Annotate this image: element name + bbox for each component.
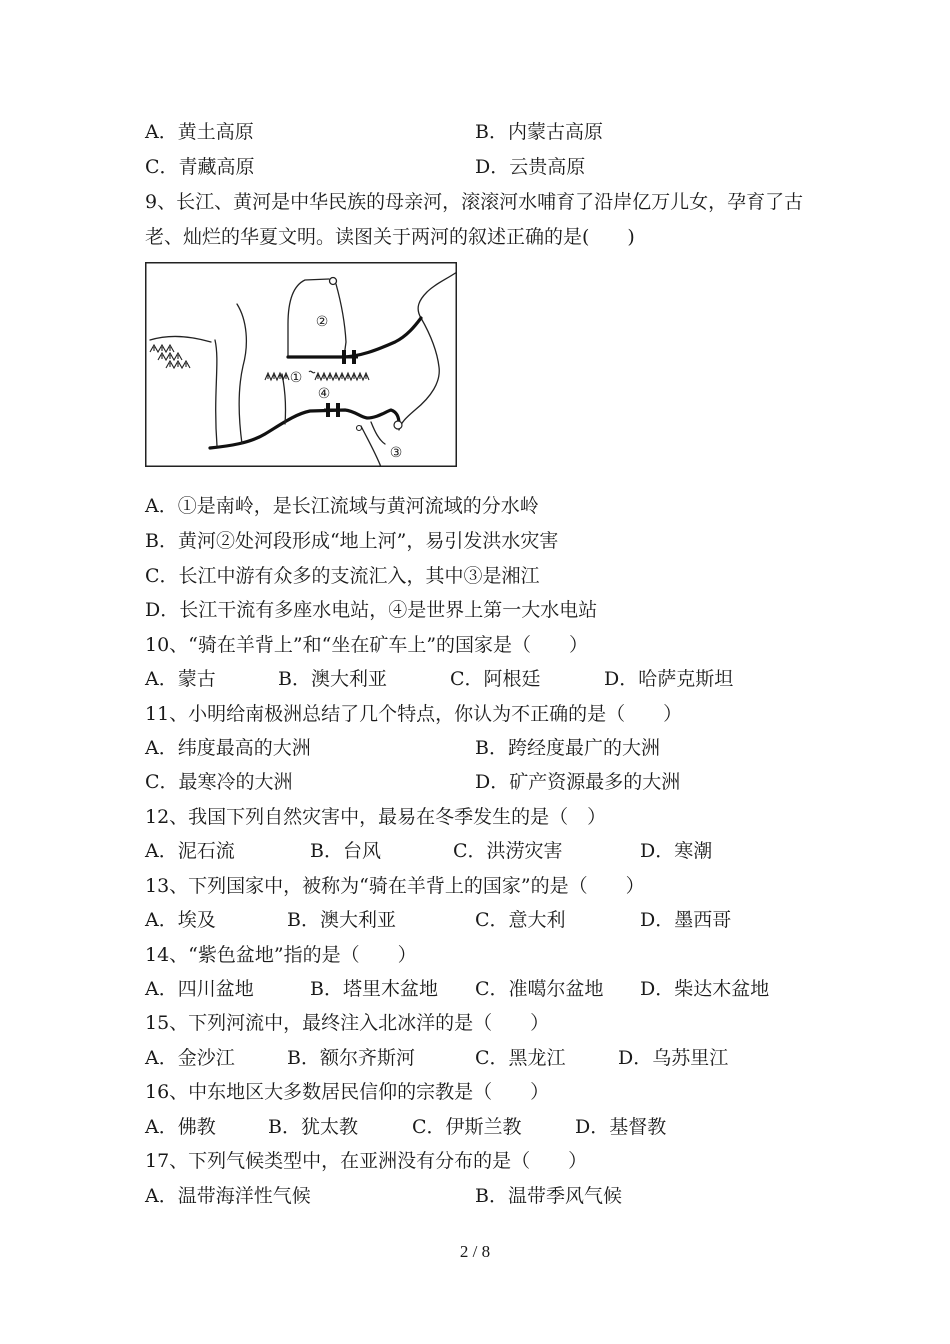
q9-option-a: A．①是南岭，是长江流域与黄河流域的分水岭: [145, 495, 539, 517]
map-border: [146, 263, 457, 467]
q16-option-b: B．犹太教: [268, 1116, 358, 1138]
q17-stem: 17、下列气候类型中，在亚洲没有分布的是（ ）: [145, 1150, 588, 1172]
map-label-2: ②: [315, 314, 329, 330]
q16-option-d: D．基督教: [575, 1116, 667, 1138]
q8-option-b: B．内蒙古高原: [475, 121, 603, 143]
q10-option-b: B．澳大利亚: [278, 668, 387, 690]
q11-option-d: D．矿产资源最多的大洲: [475, 771, 681, 793]
q13-option-b: B．澳大利亚: [287, 909, 396, 931]
q10-option-a: A．蒙古: [145, 668, 216, 690]
q11-stem: 11、小明给南极洲总结了几个特点，你认为不正确的是（ ）: [145, 703, 683, 725]
q9-option-d: D．长江干流有多座水电站，④是世界上第一大水电站: [145, 599, 598, 621]
q15-option-d: D．乌苏里江: [618, 1047, 729, 1069]
map-label-1: ①: [289, 370, 303, 386]
q16-option-a: A．佛教: [145, 1116, 216, 1138]
page-number: 2 / 8: [459, 1242, 491, 1261]
q9-stem-line-2: 老、灿烂的华夏文明。读图关于两河的叙述正确的是( ): [145, 226, 635, 248]
q10-option-d: D．哈萨克斯坦: [604, 668, 734, 690]
q12-option-d: D．寒潮: [640, 840, 713, 862]
q17-option-a: A．温带海洋性气候: [145, 1185, 311, 1207]
q15-option-b: B．额尔齐斯河: [287, 1047, 415, 1069]
q14-option-d: D．柴达木盆地: [640, 978, 770, 1000]
q9-option-c: C．长江中游有众多的支流汇入，其中③是湘江: [145, 565, 540, 587]
map-label-3: ③: [389, 445, 403, 461]
q10-stem: 10、“骑在羊背上”和“坐在矿车上”的国家是（ ）: [145, 634, 589, 656]
q17-option-b: B．温带季风气候: [475, 1185, 622, 1207]
q8-option-d: D．云贵高原: [475, 156, 586, 178]
q8-option-a: A．黄土高原: [145, 121, 254, 143]
q15-option-c: C．黑龙江: [475, 1047, 566, 1069]
q11-option-b: B．跨经度最广的大洲: [475, 737, 660, 759]
q8-option-c: C．青藏高原: [145, 156, 255, 178]
q14-option-a: A．四川盆地: [145, 978, 254, 1000]
q14-stem: 14、“紫色盆地”指的是（ ）: [145, 944, 417, 966]
q13-stem: 13、下列国家中，被称为“骑在羊背上的国家”的是（ ）: [145, 875, 645, 897]
q13-option-c: C．意大利: [475, 909, 566, 931]
q12-option-c: C．洪涝灾害: [453, 840, 563, 862]
q13-option-d: D．墨西哥: [640, 909, 732, 931]
q9-stem-line-1: 9、长江、黄河是中华民族的母亲河，滚滚河水哺育了沿岸亿万儿女，孕育了古: [145, 191, 804, 213]
map-label-4: ④: [317, 386, 331, 402]
lake-marker: [394, 421, 402, 429]
q11-option-a: A．纬度最高的大洲: [145, 737, 311, 759]
q10-option-c: C．阿根廷: [450, 668, 541, 690]
small-lake: [357, 426, 362, 431]
yellow-river-bend-marker: [330, 278, 337, 285]
rivers-map-figure: [145, 262, 457, 467]
q12-option-b: B．台风: [310, 840, 381, 862]
q14-option-c: C．准噶尔盆地: [475, 978, 604, 1000]
q15-option-a: A．金沙江: [145, 1047, 235, 1069]
q11-option-c: C．最寒冷的大洲: [145, 771, 293, 793]
q14-option-b: B．塔里木盆地: [310, 978, 438, 1000]
q16-stem: 16、中东地区大多数居民信仰的宗教是（ ）: [145, 1081, 550, 1103]
q12-option-a: A．泥石流: [145, 840, 235, 862]
q15-stem: 15、下列河流中，最终注入北冰洋的是（ ）: [145, 1012, 550, 1034]
q12-stem: 12、我国下列自然灾害中，最易在冬季发生的是（ ）: [145, 806, 607, 828]
q16-option-c: C．伊斯兰教: [412, 1116, 522, 1138]
q9-option-b: B．黄河②处河段形成“地上河”，易引发洪水灾害: [145, 530, 559, 552]
q13-option-a: A．埃及: [145, 909, 216, 931]
